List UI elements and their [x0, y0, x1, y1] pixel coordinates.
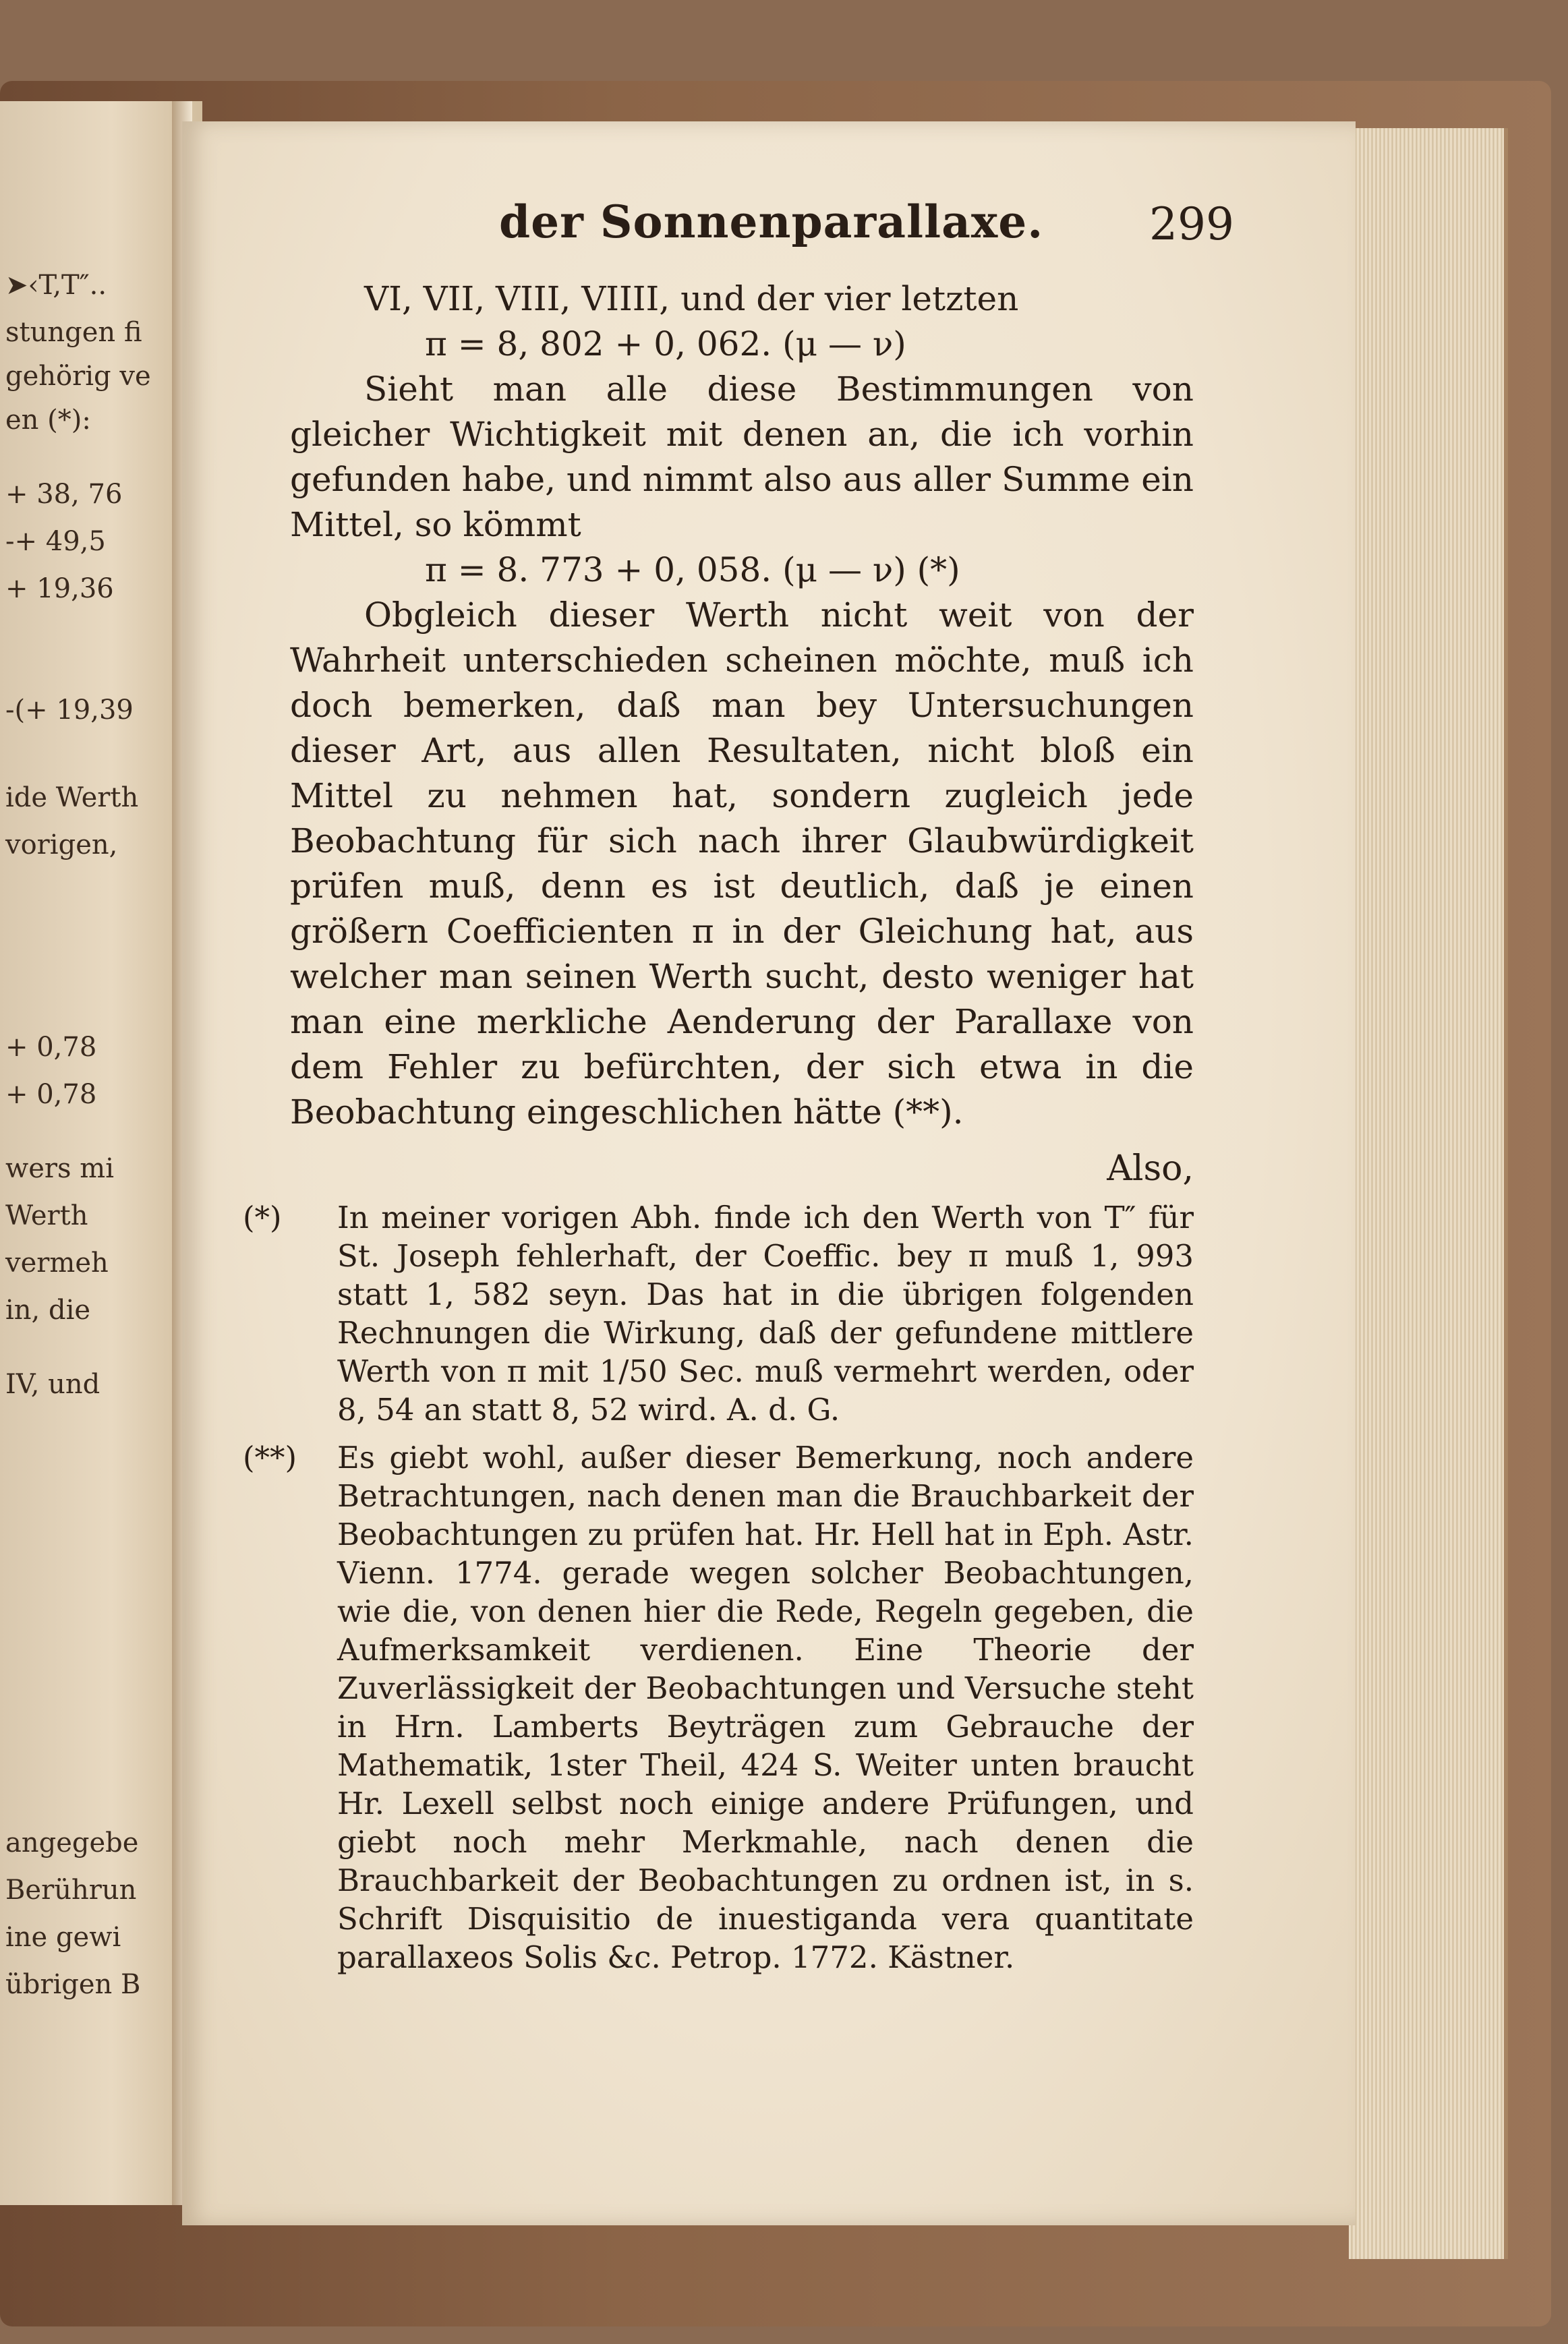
paragraph-2: Obgleich dieser Werth nicht weit von der Wahrheit unterschieden scheinen möchte, muß ich doch bemerken, daß man bey Untersuchungen dieser Art, aus allen Resultaten, nicht bloß ein Mittel zu nehmen hat, sondern zugleich jede Beobachtung für sich nach ihrer Glaubwürdigkeit prüfen muß, denn es ist deutlich, daß je einen größern Coefficienten π in der Gleichung hat, aus welcher man seinen Werth sucht, desto weniger hat man eine merkliche Aenderung der Parallaxe von dem Fehler zu befürchten, der sich etwa in die Beobachtung eingeschlichen hätte (**). [290, 595, 1194, 1132]
left-fragment: wers mi [5, 1153, 114, 1184]
left-fragment: ine gewi [5, 1922, 121, 1953]
left-fragment: angegebe [5, 1827, 139, 1858]
page-text [243, 196, 1234, 1976]
left-fragment: + 0,78 [5, 1032, 97, 1063]
equation-1: π = 8, 802 + 0, 062. (μ — ν) [425, 324, 906, 363]
page-edges [1349, 128, 1508, 2259]
paragraph-1: Sieht man alle diese Bestimmungen von gleicher Wichtigkeit mit denen an, die ich vorhin gefunden habe, und nimmt also aus aller Summe ein Mittel, so kömmt [290, 370, 1194, 544]
left-fragment: Werth [5, 1200, 88, 1231]
main-page [182, 121, 1356, 2225]
footnote-text: Es giebt wohl, außer dieser Bemerkung, noch andere Betrachtungen, nach denen man die Brauchbarkeit der Beobachtungen zu prüfen hat. Hr. Hell hat in Eph. Astr. Vienn. 1774. gerade wegen solcher Beobachtungen, wie die, von denen hier die Rede, Regeln gegeben, die Aufmerksamkeit verdienen. Eine Theorie der Zuverlässigkeit der Beobachtungen und Versuche steht in Hrn. Lamberts Beyträgen zum Gebrauche der Mathematik, 1ster Theil, 424 S. Weiter unten braucht Hr. Lexell selbst noch einige andere Prüfungen, und giebt noch mehr Merkmahle, nach denen die Brauchbarkeit der Beobachtungen zu ordnen ist, in s. Schrift Disquisitio de inuestiganda vera quantitate parallaxeos Solis &c. Petrop. 1772. Kästner. [337, 1440, 1194, 1975]
footnote-2 [243, 1438, 1194, 1976]
left-fragment: IV, und [5, 1369, 100, 1400]
footnote-1 [243, 1198, 1194, 1429]
body-line: VI, VII, VIII, VIIII, und der vier letzten [364, 279, 1019, 318]
left-fragment: Berührun [5, 1875, 137, 1906]
page-number: 299 [1149, 198, 1234, 250]
footnote-text: In meiner vorigen Abh. finde ich den Werth von T″ für St. Joseph fehlerhaft, der Coeffic. bey π muß 1, 993 statt 1, 582 seyn. Das hat in die übrigen folgenden Rechnungen die Wirkung, daß der gefundene mittlere Werth von π mit 1/50 Sec. muß vermehrt werden, oder 8, 54 an statt 8, 52 wird. A. d. G. [337, 1200, 1194, 1428]
left-fragment: + 38, 76 [5, 479, 123, 510]
left-fragment: in, die [5, 1295, 91, 1326]
left-fragment: + 19,36 [5, 573, 114, 604]
left-fragment: ➤‹T,T″.. [5, 270, 107, 301]
left-fragment: en (*): [5, 405, 91, 436]
left-fragment: gehörig ve [5, 361, 151, 392]
left-fragment: + 0,78 [5, 1079, 97, 1110]
left-fragment: -(+ 19,39 [5, 695, 134, 726]
left-fragment: stungen fi [5, 317, 142, 348]
footnote-mark: (**) [243, 1440, 297, 1475]
left-fragment: vermeh [5, 1248, 109, 1279]
equation-2: π = 8. 773 + 0, 058. (μ — ν) (*) [425, 550, 960, 589]
left-fragment: übrigen B [5, 1969, 141, 2000]
footnote-mark: (*) [243, 1200, 282, 1235]
page-header [290, 196, 1234, 276]
running-title: der Sonnenparallaxe. [499, 196, 1044, 248]
left-fragment: vorigen, [5, 829, 118, 860]
left-fragment: -+ 49,5 [5, 526, 106, 557]
left-fragment: ide Werth [5, 782, 139, 813]
catchword: Also, [1107, 1148, 1194, 1189]
